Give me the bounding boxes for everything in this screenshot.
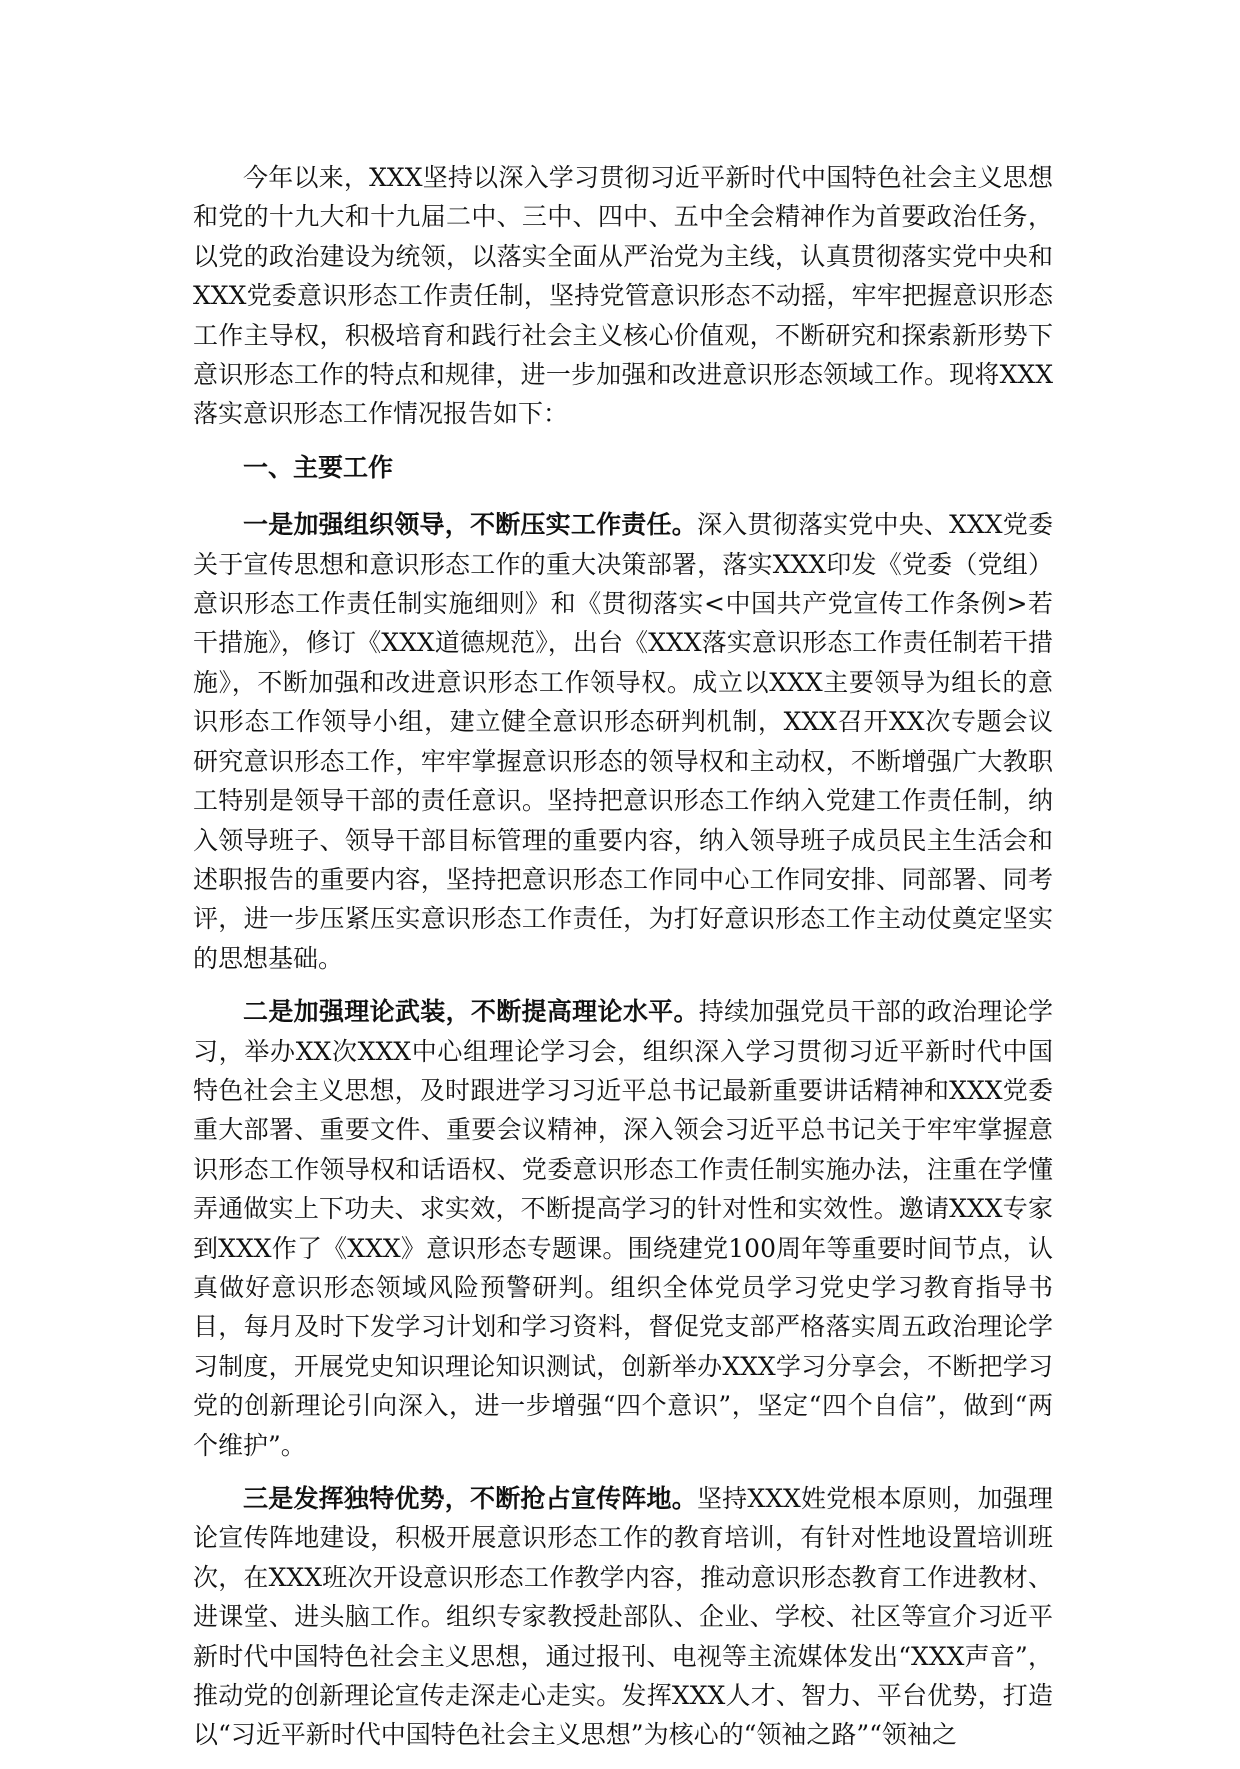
intro-paragraph: 今年以来，XXX坚持以深入学习贯彻习近平新时代中国特色社会主义思想和党的十九大和十九届二中、三中、四中、五中全会精神作为首要政治任务，以党的政治建设为统领，以落实全面从严治党为主线，认真贯彻落实党中央和XXX党委意识形态工作责任制，坚持党管意识形态不动摇，牢牢把握意识形态工作主导权，积极培育和践行社会主义核心价值观，不断研究和探索新形势下意识形态工作的特点和规律，进一步加强和改进意识形态领域工作。现将XXX落实意识形态工作情况报告如下： [193, 163, 1053, 429]
document-page [193, 158, 1053, 1769]
item-3-text: 坚持XXX姓党根本原则，加强理论宣传阵地建设，积极开展意识形态工作的教育培训，有针对性地设置培训班次，在XXX班次开设意识形态工作教学内容，推动意识形态教育工作进教材、进课堂、进头脑工作。组织专家教授赴部队、企业、学校、社区等宣介习近平新时代中国特色社会主义思想，通过报刊、电视等主流媒体发出“XXX声音”，推动党的创新理论宣传走深走心走实。发挥XXX人才、智力、平台优势，打造以“习近平新时代中国特色社会主义思想”为核心的“领袖之路”“领袖之 [193, 1484, 1053, 1750]
item-3-lead: 三是发挥独特优势，不断抢占宣传阵地。 [243, 1484, 697, 1513]
item-1-text: 深入贯彻落实党中央、XXX党委关于宣传思想和意识形态工作的重大决策部署，落实XXX印发《党委（党组）意识形态工作责任制实施细则》和《贯彻落实<中国共产党宣传工作条例>若干措施》，修订《XXX道德规范》，出台《XXX落实意识形态工作责任制若干措施》，不断加强和改进意识形态工作领导权。成立以XXX主要领导为组长的意识形态工作领导小组，建立健全意识形态研判机制，XXX召开XX次专题会议研究意识形态工作，牢牢掌握意识形态的领导权和主动权，不断增强广大教职工特别是领导干部的责任意识。坚持把意识形态工作纳入党建工作责任制，纳入领导班子、领导干部目标管理的重要内容，纳入领导班子成员民主生活会和述职报告的重要内容，坚持把意识形态工作同中心工作同安排、同部署、同考评，进一步压紧压实意识形态工作责任，为打好意识形态工作主动仗奠定坚实的思想基础。 [193, 510, 1053, 973]
item-paragraph-2 [193, 992, 1053, 1465]
item-paragraph-3 [193, 1479, 1053, 1755]
item-1-lead: 一是加强组织领导，不断压实工作责任。 [243, 510, 697, 540]
item-2-lead: 二是加强理论武装，不断提高理论水平。 [243, 997, 699, 1027]
section-heading: 一、主要工作 [243, 452, 394, 482]
item-paragraph-1 [193, 505, 1053, 978]
item-2-text: 持续加强党员干部的政治理论学习，举办XX次XXX中心组理论学习会，组织深入学习贯彻习近平新时代中国特色社会主义思想，及时跟进学习习近平总书记最新重要讲话精神和XXX党委重大部署、重要文件、重要会议精神，深入领会习近平总书记关于牢牢掌握意识形态工作领导权和话语权、党委意识形态工作责任制实施办法，注重在学懂弄通做实上下功夫、求实效，不断提高学习的针对性和实效性。邀请XXX专家到XXX作了《XXX》意识形态专题课。围绕建党100周年等重要时间节点，认真做好意识形态领域风险预警研判。组织全体党员学习党史学习教育指导书目，每月及时下发学习计划和学习资料，督促党支部严格落实周五政治理论学习制度，开展党史知识理论知识测试，创新举办XXX学习分享会，不断把学习党的创新理论引向深入，进一步增强“四个意识”，坚定“四个自信”，做到“两个维护”。 [193, 997, 1053, 1460]
